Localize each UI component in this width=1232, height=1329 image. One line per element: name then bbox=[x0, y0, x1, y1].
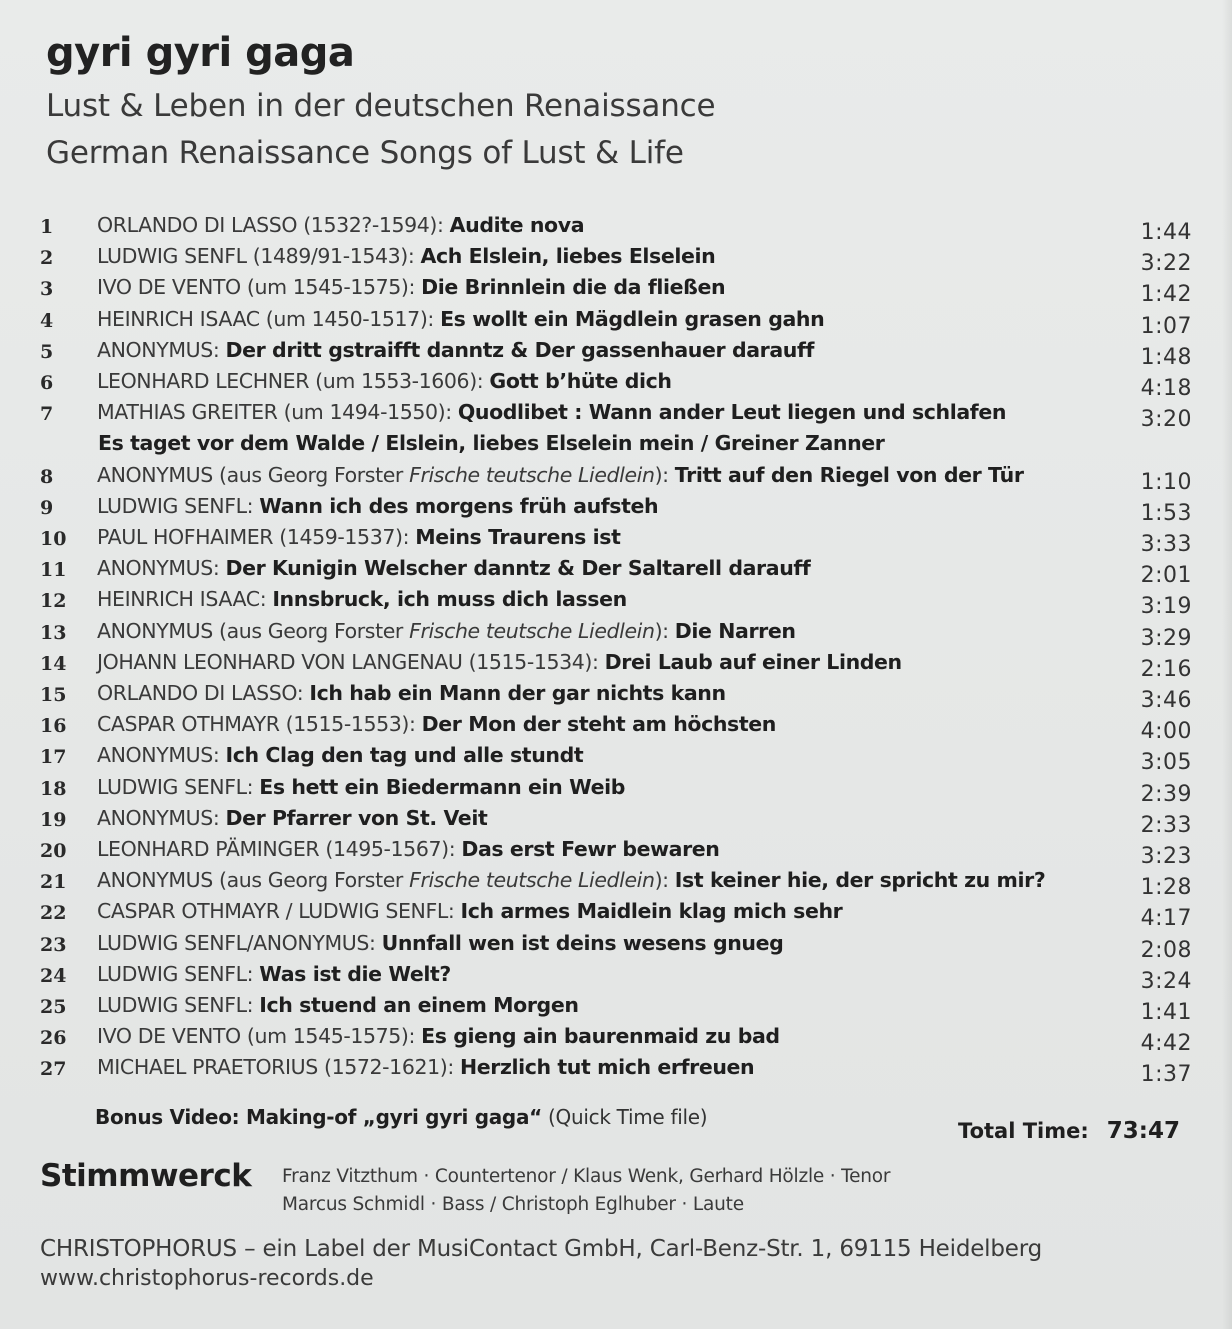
track-composer: LUDWIG SENFL/ANONYMUS: bbox=[97, 930, 382, 955]
track-title: Gott b’hüte dich bbox=[489, 369, 672, 393]
track-number: 17 bbox=[40, 746, 67, 769]
bonus-video-label: Bonus Video: Making-of „gyri gyri gaga“ bbox=[95, 1105, 542, 1129]
track-row bbox=[0, 647, 1232, 682]
track-row bbox=[0, 553, 1232, 589]
track-row bbox=[0, 460, 1232, 495]
track-number: 18 bbox=[40, 777, 67, 800]
track-duration: 3:05 bbox=[1140, 750, 1192, 776]
track-row bbox=[0, 709, 1232, 745]
track-number: 9 bbox=[40, 496, 54, 519]
track-composer: LUDWIG SENFL (1489/91-1543): bbox=[97, 244, 421, 269]
track-duration: 3:19 bbox=[1140, 594, 1192, 620]
track-duration: 4:18 bbox=[1140, 376, 1192, 401]
bonus-video-note: (Quick Time file) bbox=[542, 1105, 708, 1129]
track-title: Meins Traurens ist bbox=[415, 525, 621, 549]
track-composer: MICHAEL PRAETORIUS (1572-1621): bbox=[97, 1055, 460, 1080]
track-composer: LUDWIG SENFL: bbox=[97, 493, 260, 518]
track-number: 16 bbox=[40, 715, 67, 738]
track-description bbox=[97, 962, 451, 986]
track-description bbox=[97, 650, 902, 674]
track-composer: IVO DE VENTO (um 1545-1575): bbox=[97, 1024, 422, 1049]
track-duration: 3:33 bbox=[1140, 532, 1192, 557]
track-description bbox=[97, 307, 824, 331]
track-number: 27 bbox=[40, 1058, 67, 1081]
track-row bbox=[0, 1021, 1232, 1057]
track-number: 19 bbox=[40, 808, 67, 831]
track-duration: 2:16 bbox=[1140, 656, 1192, 682]
track-description bbox=[97, 275, 725, 299]
track-duration: 1:48 bbox=[1140, 344, 1192, 370]
track-title: Audite nova bbox=[449, 213, 585, 237]
track-description bbox=[97, 712, 776, 736]
track-description bbox=[97, 463, 1024, 487]
album-subtitle-english: German Renaissance Songs of Lust & Life bbox=[46, 135, 684, 171]
track-title: Quodlibet : Wann ander Leut liegen und schlafen bbox=[457, 400, 1007, 425]
track-row bbox=[0, 928, 1232, 963]
track-duration: 3:22 bbox=[1140, 251, 1192, 277]
track-number: 24 bbox=[40, 964, 67, 987]
bonus-video-line bbox=[95, 1105, 707, 1129]
track-title: Der Kunigin Welscher danntz & Der Saltarell darauff bbox=[225, 556, 811, 581]
track-description bbox=[97, 400, 1006, 424]
track-duration: 3:23 bbox=[1140, 844, 1192, 869]
track-row bbox=[0, 304, 1232, 339]
track-duration: 1:28 bbox=[1140, 875, 1192, 901]
track-description bbox=[97, 993, 579, 1017]
track-description bbox=[97, 899, 842, 923]
track-description bbox=[97, 743, 583, 767]
track-composer: ANONYMUS: bbox=[97, 556, 226, 581]
track-composer: ANONYMUS: bbox=[97, 337, 226, 362]
track-composer: ORLANDO DI LASSO: bbox=[97, 681, 310, 705]
track-row bbox=[0, 1052, 1232, 1088]
track-number: 11 bbox=[40, 559, 67, 582]
track-description bbox=[97, 213, 584, 237]
track-composer: CASPAR OTHMAYR / LUDWIG SENFL: bbox=[97, 899, 461, 924]
track-composer: ORLANDO DI LASSO (1532?-1594): bbox=[97, 213, 450, 237]
track-composer: ANONYMUS (aus Georg Forster bbox=[97, 462, 410, 487]
track-number: 7 bbox=[40, 403, 54, 426]
track-duration: 4:17 bbox=[1140, 906, 1192, 932]
track-number: 23 bbox=[40, 933, 67, 956]
track-duration: 1:07 bbox=[1140, 313, 1192, 339]
track-row bbox=[0, 740, 1232, 776]
track-row bbox=[0, 335, 1232, 370]
track-description bbox=[97, 587, 627, 611]
track-row bbox=[0, 678, 1232, 713]
track-row bbox=[0, 990, 1232, 1025]
track-composer: ANONYMUS (aus Georg Forster bbox=[97, 618, 410, 643]
track-row bbox=[0, 272, 1232, 308]
track-description bbox=[97, 931, 783, 955]
track-source-suffix: ): bbox=[654, 868, 675, 893]
track-number: 26 bbox=[40, 1027, 67, 1050]
track-description bbox=[97, 619, 796, 643]
track-number: 10 bbox=[40, 528, 67, 550]
album-title: gyri gyri gaga bbox=[46, 30, 355, 76]
track-number: 20 bbox=[40, 840, 67, 862]
track-number: 2 bbox=[40, 247, 54, 270]
track-title: Wann ich des morgens früh aufsteh bbox=[259, 493, 659, 518]
track-duration: 4:00 bbox=[1140, 719, 1192, 745]
track-composer: LUDWIG SENFL: bbox=[97, 961, 260, 986]
track-title: Ich armes Maidlein klag mich sehr bbox=[460, 899, 843, 924]
track-title: Tritt auf den Riegel von der Tür bbox=[674, 462, 1024, 487]
track-title: Ich Clag den tag und alle stundt bbox=[225, 743, 584, 768]
track-title: Unnfall wen ist deins wesens gnueg bbox=[381, 930, 784, 955]
track-title: Es wollt ein Mägdlein grasen gahn bbox=[440, 306, 825, 331]
track-number: 6 bbox=[40, 372, 54, 394]
track-number: 8 bbox=[40, 465, 54, 488]
track-source-suffix: ): bbox=[654, 618, 675, 643]
track-number: 13 bbox=[40, 621, 67, 644]
track-duration: 3:46 bbox=[1140, 688, 1192, 713]
track-composer: LUDWIG SENFL: bbox=[97, 993, 260, 1017]
track-title: Die Brinnlein die da fließen bbox=[421, 275, 726, 300]
track-description bbox=[97, 868, 1045, 892]
track-title: Es gieng ain baurenmaid zu bad bbox=[421, 1024, 780, 1049]
track-number: 3 bbox=[40, 278, 54, 301]
track-row bbox=[0, 803, 1232, 838]
track-duration: 3:29 bbox=[1140, 625, 1192, 651]
track-row bbox=[0, 491, 1232, 526]
track-duration: 1:44 bbox=[1140, 220, 1192, 245]
track-row bbox=[0, 896, 1232, 932]
track-duration: 2:08 bbox=[1140, 937, 1192, 963]
track-title: Es hett ein Biedermann ein Weib bbox=[259, 774, 625, 799]
track-description bbox=[97, 681, 726, 705]
track-description bbox=[97, 494, 658, 518]
track-row bbox=[0, 616, 1232, 651]
track-duration: 3:20 bbox=[1140, 407, 1192, 433]
record-label-line: CHRISTOPHORUS – ein Label der MusiContact GmbH, Carl-Benz-Str. 1, 69115 Heidelberg bbox=[40, 1236, 1042, 1262]
track-duration: 2:01 bbox=[1140, 563, 1192, 589]
track-number: 14 bbox=[40, 652, 67, 675]
track-title: Herzlich tut mich erfreuen bbox=[459, 1055, 755, 1080]
performers-line-2: Marcus Schmidl · Bass / Christoph Eglhuber · Laute bbox=[282, 1194, 744, 1215]
track-number: 5 bbox=[40, 340, 54, 363]
total-time-label: Total Time: bbox=[958, 1119, 1089, 1143]
track-title: Was ist die Welt? bbox=[259, 961, 451, 986]
track-number: 15 bbox=[40, 684, 67, 706]
track-composer: LEONHARD LECHNER (um 1553-1606): bbox=[97, 369, 490, 393]
track-description bbox=[97, 806, 487, 830]
track-composer: HEINRICH ISAAC: bbox=[97, 587, 273, 612]
track-duration: 2:39 bbox=[1140, 781, 1192, 807]
track-duration: 2:33 bbox=[1140, 812, 1192, 838]
track-number: 21 bbox=[40, 871, 67, 894]
track-row bbox=[0, 772, 1232, 807]
track-composer: PAUL HOFHAIMER (1459-1537): bbox=[97, 525, 416, 549]
track-composer: MATHIAS GREITER (um 1494-1550): bbox=[97, 400, 458, 425]
ensemble-name: Stimmwerck bbox=[40, 1158, 252, 1194]
track-composer: IVO DE VENTO (um 1545-1575): bbox=[97, 275, 422, 300]
track-composer: HEINRICH ISAAC (um 1450-1517): bbox=[97, 306, 441, 331]
performers-line-1: Franz Vitzthum · Countertenor / Klaus Wenk, Gerhard Hölzle · Tenor bbox=[282, 1166, 891, 1187]
track-row bbox=[0, 959, 1232, 994]
track-source-suffix: ): bbox=[654, 462, 675, 487]
track-source: Frische teutsche Liedlein bbox=[409, 462, 655, 487]
track-composer: JOHANN LEONHARD VON LANGENAU (1515-1534): bbox=[97, 649, 605, 674]
track-row bbox=[0, 210, 1232, 245]
track-title: Innsbruck, ich muss dich lassen bbox=[272, 587, 627, 612]
track-title-continuation: Es taget vor dem Walde / Elslein, liebes Elselein mein / Greiner Zanner bbox=[98, 431, 885, 456]
track-composer: LUDWIG SENFL: bbox=[97, 774, 260, 799]
track-description bbox=[97, 837, 720, 861]
track-composer: ANONYMUS (aus Georg Forster bbox=[97, 868, 410, 893]
track-description bbox=[97, 338, 814, 362]
track-composer: ANONYMUS: bbox=[97, 743, 226, 768]
track-title: Der Pfarrer von St. Veit bbox=[225, 805, 488, 830]
track-duration: 1:42 bbox=[1140, 282, 1192, 308]
track-duration: 1:10 bbox=[1140, 469, 1192, 495]
track-composer: ANONYMUS: bbox=[97, 805, 226, 830]
track-title: Der dritt gstraifft danntz & Der gassenhauer darauff bbox=[225, 337, 815, 362]
track-title: Ich stuend an einem Morgen bbox=[259, 993, 579, 1017]
track-description bbox=[97, 1024, 780, 1048]
track-number: 22 bbox=[40, 902, 67, 925]
track-number: 1 bbox=[40, 216, 54, 238]
record-label-url: www.christophorus-records.de bbox=[40, 1266, 374, 1291]
track-row bbox=[0, 584, 1232, 620]
track-description bbox=[97, 556, 810, 580]
track-duration: 1:37 bbox=[1140, 1062, 1192, 1088]
track-title: Die Narren bbox=[674, 618, 796, 643]
track-title: Das erst Fewr bewaren bbox=[461, 837, 720, 861]
track-duration: 1:41 bbox=[1140, 1000, 1192, 1025]
track-row bbox=[0, 241, 1232, 277]
track-row bbox=[0, 865, 1232, 901]
track-title: Drei Laub auf einer Linden bbox=[604, 649, 902, 674]
track-row bbox=[0, 366, 1232, 401]
track-source: Frische teutsche Liedlein bbox=[409, 618, 655, 643]
track-duration: 3:24 bbox=[1140, 968, 1192, 994]
track-description bbox=[97, 775, 625, 799]
track-composer: CASPAR OTHMAYR (1515-1553): bbox=[97, 712, 422, 737]
album-subtitle-german: Lust & Leben in der deutschen Renaissance bbox=[46, 88, 716, 124]
track-row bbox=[0, 522, 1232, 557]
track-number: 25 bbox=[40, 996, 67, 1018]
track-duration: 4:42 bbox=[1140, 1031, 1192, 1057]
track-title: Ist keiner hie, der spricht zu mir? bbox=[674, 868, 1046, 893]
total-time-value: 73:47 bbox=[1106, 1118, 1180, 1144]
track-description bbox=[97, 244, 715, 268]
track-duration: 1:53 bbox=[1140, 500, 1192, 526]
track-title: Ach Elslein, liebes Elselein bbox=[420, 244, 716, 269]
track-title: Ich hab ein Mann der gar nichts kann bbox=[309, 681, 726, 705]
track-row bbox=[0, 397, 1232, 433]
track-row bbox=[0, 834, 1232, 869]
edge-shadow bbox=[1222, 0, 1232, 1329]
track-source: Frische teutsche Liedlein bbox=[409, 868, 655, 893]
track-number: 4 bbox=[40, 309, 54, 332]
track-description bbox=[97, 525, 621, 549]
track-number: 12 bbox=[40, 590, 67, 613]
track-description bbox=[97, 1055, 754, 1079]
total-time bbox=[958, 1118, 1180, 1144]
track-composer: LEONHARD PÄMINGER (1495-1567): bbox=[97, 837, 462, 861]
track-description bbox=[97, 369, 672, 393]
track-title: Der Mon der steht am höchsten bbox=[421, 712, 776, 737]
